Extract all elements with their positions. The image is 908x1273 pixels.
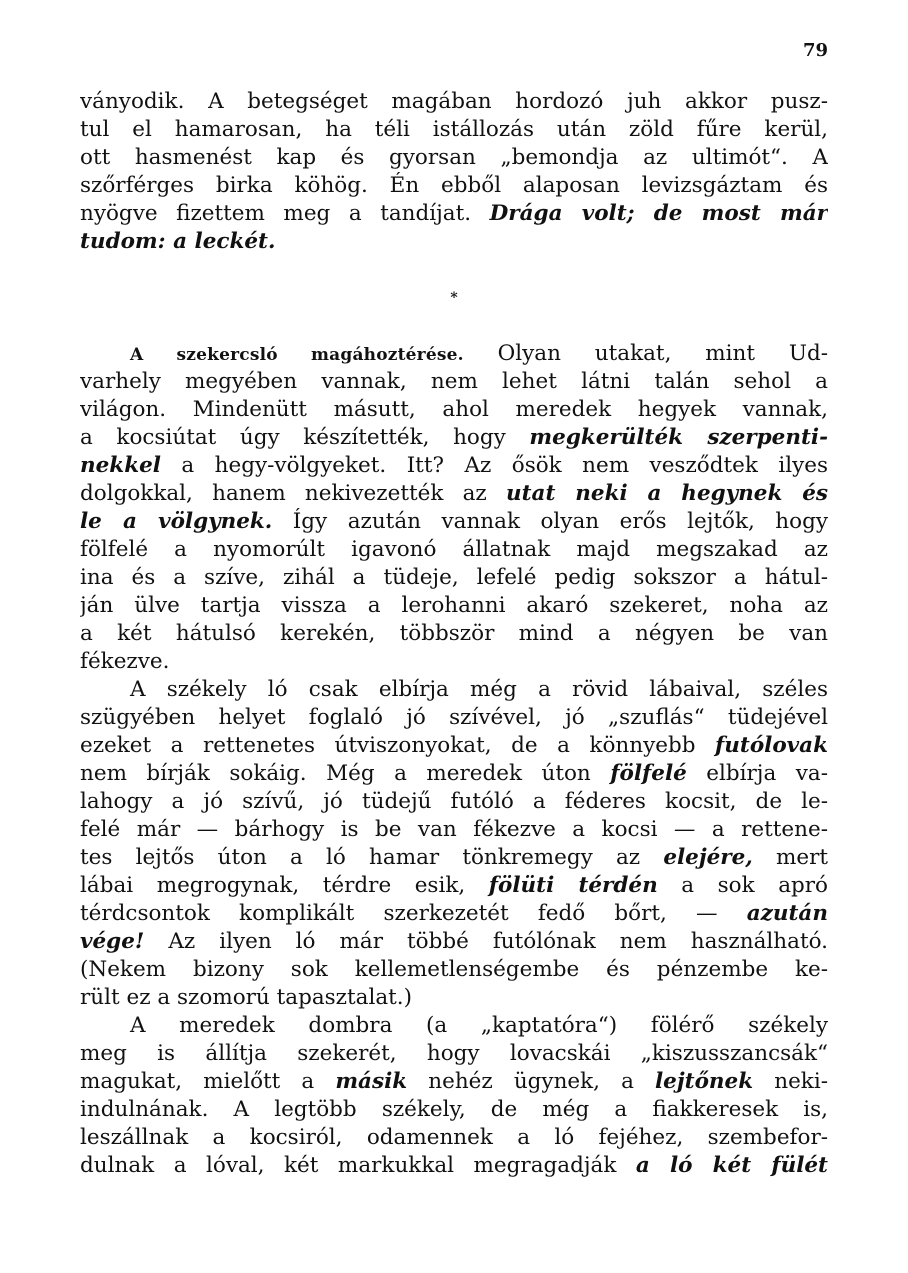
text-line: rült ez a szomorú tapasztalat.) xyxy=(80,985,413,1010)
text-line xyxy=(80,452,828,480)
text-line xyxy=(80,340,828,368)
text-line xyxy=(80,480,828,508)
text-line: a két hátulsó kerekén, többször mind a négyen be van xyxy=(80,621,828,646)
italic-run: másik xyxy=(335,1069,408,1094)
text-run: dulnak a lóval, két markukkal megragadják xyxy=(80,1153,617,1178)
text-run: térdcsontok komplikált szerkezetét fedő bőrt, — xyxy=(80,901,718,926)
text-run: nyögve fizettem meg a tandíjat. xyxy=(80,201,472,226)
text-line: A székely ló csak elbírja még a rövid lábaival, széles xyxy=(130,677,828,702)
text-line: fölfelé a nyomorúlt igavonó állatnak majd megszakad az xyxy=(80,537,828,562)
text-line xyxy=(80,424,828,452)
text-run: neki- xyxy=(774,1069,828,1094)
text-line: tul el hamarosan, ha téli istállozás után zöld fűre kerül, xyxy=(80,117,828,142)
italic-run: Drága volt; de most már xyxy=(489,201,828,226)
text-run: lábai megrogynak, térdre esik, xyxy=(80,873,466,898)
text-line xyxy=(80,200,828,228)
text-run: dolgokkal, hanem nekivezették az xyxy=(80,481,487,506)
italic-run: azután xyxy=(746,901,828,926)
text-run: tes lejtős úton a ló hamar tönkremegy az xyxy=(80,845,641,870)
text-run: Az ilyen ló már többé futólónak nem használható. xyxy=(168,929,828,954)
section-separator: * xyxy=(450,290,458,306)
text-run: magukat, mielőtt a xyxy=(80,1069,315,1094)
page-number: 79 xyxy=(802,40,828,61)
text-line: varhely megyében vannak, nem lehet látni talán sehol a xyxy=(80,369,828,394)
text-line: ott hasmenést kap és gyorsan „bemondja az ultimót“. A xyxy=(80,145,828,170)
text-line: világon. Mindenütt másutt, ahol meredek hegyek vannak, xyxy=(80,397,828,422)
italic-run: futólovak xyxy=(715,733,828,758)
section-heading: A szekercsló magáhoztérése. xyxy=(130,345,464,365)
italic-run: a ló két fülét xyxy=(635,1153,828,1178)
text-line: (Nekem bizony sok kellemetlenségembe és pénzembe ke- xyxy=(80,957,828,982)
text-line: lahogy a jó szívű, jó tüdejű futóló a féderes kocsit, de le- xyxy=(80,789,828,814)
italic-run: megkerülték szerpenti- xyxy=(529,425,828,450)
italic-run: elejére, xyxy=(663,845,753,870)
italic-run: le a völgynek. xyxy=(80,509,273,534)
text-line: leszállnak a kocsiról, odamennek a ló fejéhez, szembefor- xyxy=(80,1125,828,1150)
body-text xyxy=(80,88,828,1180)
italic-run: utat neki a hegynek és xyxy=(505,481,828,506)
text-line: fékezve. xyxy=(80,649,170,674)
text-run: nehéz ügynek, a xyxy=(428,1069,634,1094)
text-line xyxy=(80,732,828,760)
text-line xyxy=(80,872,828,900)
book-page xyxy=(80,40,828,1260)
text-line xyxy=(80,508,828,536)
text-run: ezeket a rettenetes útviszonyokat, de a könnyebb xyxy=(80,733,696,758)
text-line: indulnának. A legtöbb székely, de még a fiakkeresek is, xyxy=(80,1097,828,1122)
text-run: Olyan utakat, mint Ud- xyxy=(497,341,828,366)
text-line xyxy=(80,900,828,928)
text-line: felé már — bárhogy is be van fékezve a kocsi — a rettene- xyxy=(80,817,828,842)
text-line: ina és a szíve, zihál a tüdeje, lefelé pedig sokszor a hátul- xyxy=(80,565,828,590)
text-line xyxy=(80,760,828,788)
italic-run: tudom: a leckét. xyxy=(80,229,276,254)
italic-run: fölüti térdén xyxy=(488,873,658,898)
text-line xyxy=(80,228,828,256)
text-run: Így azután vannak olyan erős lejtők, hogy xyxy=(292,509,828,534)
text-run: nem bírják sokáig. Még a meredek úton xyxy=(80,761,591,786)
italic-run: nekkel xyxy=(80,453,161,478)
text-line xyxy=(80,1152,828,1180)
text-line: szőrférges birka köhög. Én ebből alaposan levizsgáztam és xyxy=(80,173,828,198)
text-line xyxy=(80,844,828,872)
text-line: A meredek dombra (a „kaptatóra“) fölérő székely xyxy=(130,1013,828,1038)
text-run: a hegy-völgyeket. Itt? Az ősök nem vesződtek ilyes xyxy=(181,453,828,478)
text-run: elbírja va- xyxy=(706,761,828,786)
text-line: szügyében helyet foglaló jó szívével, jó „szuflás“ tüdejével xyxy=(80,705,828,730)
text-line: ványodik. A betegséget magában hordozó juh akkor pusz- xyxy=(80,89,828,114)
italic-run: lejtőnek xyxy=(655,1069,754,1094)
text-line xyxy=(80,928,828,956)
text-line: meg is állítja szekerét, hogy lovacskái „kiszusszancsák“ xyxy=(80,1041,828,1066)
text-run: a sok apró xyxy=(681,873,828,898)
text-line xyxy=(80,1068,828,1096)
text-run: mert xyxy=(775,845,828,870)
italic-run: fölfelé xyxy=(610,761,687,786)
italic-run: vége! xyxy=(80,929,145,954)
text-run: a kocsiútat úgy készítették, hogy xyxy=(80,425,506,450)
text-line: ján ülve tartja vissza a lerohanni akaró szekeret, noha az xyxy=(80,593,828,618)
